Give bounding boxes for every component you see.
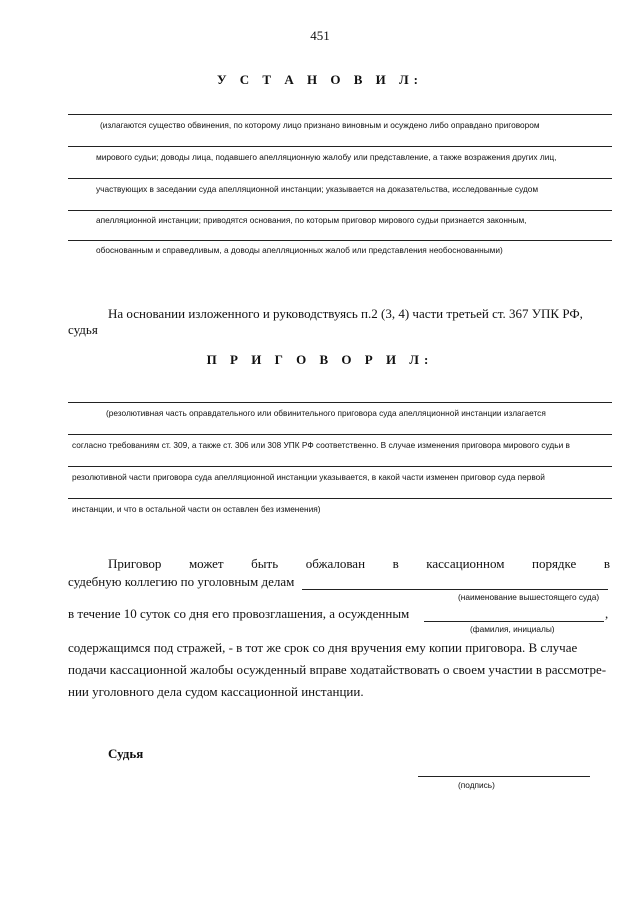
sentenced-heading: П Р И Г О В О Р И Л: bbox=[206, 352, 434, 367]
judge-label: Судья bbox=[108, 746, 144, 761]
sentenced-hint-line: согласно требованиям ст. 309, а также ст. 306 или 308 УПК РФ соответственно. В случае изменения приговора мирового судьи в bbox=[72, 440, 570, 450]
appeal-word: быть bbox=[251, 556, 279, 571]
fill-line bbox=[68, 498, 612, 499]
established-hint-line: мирового судьи; доводы лица, подавшего апелляционную жалобу или представление, а также возражения других лиц, bbox=[96, 152, 557, 162]
appeal-line: судебную коллегию по уголовным делам bbox=[68, 574, 295, 589]
fill-line bbox=[68, 434, 612, 435]
appeal-word: обжалован bbox=[305, 556, 366, 571]
signature-label: (подпись) bbox=[458, 780, 495, 790]
established-hint-line: обоснованным и справедливым, а доводы апелляционных жалоб или представления необоснованными) bbox=[96, 245, 503, 255]
appeal-line-comma: , bbox=[605, 606, 609, 621]
convict-name-field[interactable] bbox=[424, 621, 604, 622]
fill-line bbox=[68, 114, 612, 115]
fill-line bbox=[68, 240, 612, 241]
page-number: 451 bbox=[310, 28, 330, 43]
fill-line bbox=[68, 402, 612, 403]
sentenced-hint-line: (резолютивная часть оправдательного или обвинительного приговора суда апелляционной инстанции излагается bbox=[106, 408, 546, 418]
appeal-line: в течение 10 суток со дня его провозглашения, а осужденным bbox=[68, 606, 410, 621]
established-hint-line: апелляционной инстанции; приводятся основания, по которым приговор мирового судьи признается законным, bbox=[96, 215, 527, 225]
appeal-line: нии уголовного дела судом кассационной инстанции. bbox=[68, 684, 364, 699]
appeal-word: порядке bbox=[531, 556, 577, 571]
appeal-word: Приговор bbox=[108, 556, 162, 571]
sentenced-hint-line: резолютивной части приговора суда апелляционной инстанции указывается, в какой части изменен приговор суда первой bbox=[72, 472, 545, 482]
appeal-word: может bbox=[188, 556, 224, 571]
basis-line: судья bbox=[68, 322, 98, 337]
convict-name-label: (фамилия, инициалы) bbox=[470, 624, 555, 634]
established-hint-line: (излагаются существо обвинения, по которому лицо признано виновным и осуждено либо оправдано приговором bbox=[100, 120, 540, 130]
appeal-first-line bbox=[108, 556, 610, 572]
fill-line bbox=[68, 210, 612, 211]
fill-line bbox=[68, 146, 612, 147]
signature-field[interactable] bbox=[418, 776, 590, 777]
higher-court-field[interactable] bbox=[302, 589, 608, 590]
higher-court-label: (наименование вышестоящего суда) bbox=[458, 592, 600, 602]
sentenced-hint-line: инстанции, и что в остальной части он оставлен без изменения) bbox=[72, 504, 321, 514]
established-hint-line: участвующих в заседании суда апелляционной инстанции; указывается на доказательства, исследованные судом bbox=[96, 184, 539, 194]
fill-line bbox=[68, 178, 612, 179]
appeal-word: кассационном bbox=[426, 556, 505, 571]
fill-line bbox=[68, 466, 612, 467]
established-heading: У С Т А Н О В И Л: bbox=[216, 72, 423, 87]
appeal-line: подачи кассационной жалобы осужденный вправе ходатайствовать о своем участии в рассмотре- bbox=[68, 662, 607, 677]
appeal-word: в bbox=[603, 556, 610, 571]
appeal-line: содержащимся под стражей, - в тот же срок со дня вручения ему копии приговора. В случае bbox=[68, 640, 578, 655]
appeal-word: в bbox=[392, 556, 399, 571]
basis-line: На основании изложенного и руководствуясь п.2 (3, 4) части третьей ст. 367 УПК РФ, bbox=[108, 306, 583, 321]
